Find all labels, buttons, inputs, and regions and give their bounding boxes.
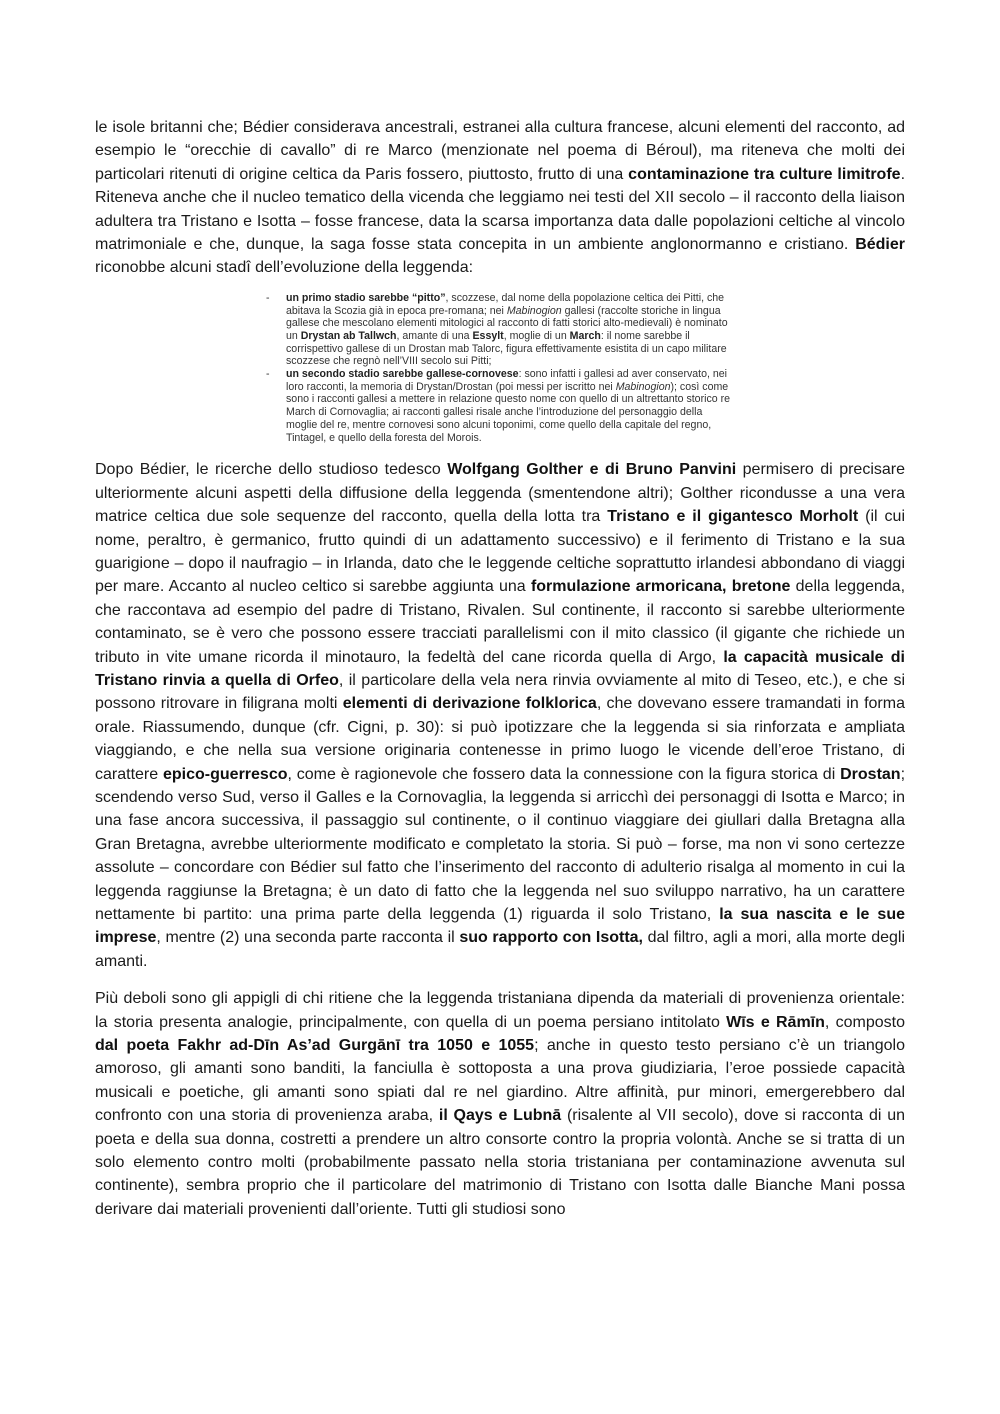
bold-text-run: Wīs e Rāmīn [726,1013,825,1031]
bold-text-run: formulazione armoricana, bretone [530,578,791,596]
list-dash: - [266,368,270,381]
text-run: ; anche in questo testo persiano c’è un triangolo amoroso, gli amanti sono banditi, la fanciulla è sottoposta a una prova giudiziaria, l’eroe possiede capacità musicali e poetiche, gli amanti sono spiati dal re nel giardino. Altre affinità, pur minori, emergerebbero dal confronto con una storia di provenienza araba, [95,1037,906,1125]
bold-text-run: un secondo stadio sarebbe gallese-cornovese [286,368,519,381]
bold-text-run: Drostan [840,765,901,783]
stage-item-text [286,292,728,368]
bold-text-run: Tristano e il gigantesco Morholt [607,508,859,526]
text-run: Più deboli sono gli appigli di chi ritiene che la leggenda tristaniana dipenda da materiali di provenienza orientale: la storia presenta analogie, principalmente, con quella di un poema persiano intitolato [95,990,905,1031]
text-run: . Riteneva anche che il nucleo tematico della vicenda che leggiamo nei testi del XII secolo – il racconto della liaison adultera tra Tristano e Isotta – fosse francese, data la scarsa importanza data dalle popolazioni celtiche al vincolo matrimoniale e che, dunque, la saga fosse stata concepita in un ambiente anglonormanno e cristiano. [95,165,906,254]
bold-text-run: la capacità musicale di Tristano rinvia a quella di Orfeo [95,648,905,689]
text-run: , come è ragionevole che fossero data la connessione con la figura storica di [287,765,841,783]
text-run: Dopo Bédier, le ricerche dello studioso tedesco [95,461,448,479]
bold-text-run: elementi di derivazione folklorica [342,695,597,713]
bold-text-run: dal poeta Fakhr ad-Dīn As’ad Gurgānī tra 1050 e 1055 [95,1037,535,1055]
text-run: , mentre (2) una seconda parte racconta il [156,929,460,947]
list-dash: - [266,291,270,304]
text-run: le isole britanni che; Bédier considerava ancestrali, estranei alla cultura francese, alcuni elementi del racconto, ad esempio le “orecchie di cavallo” di re Marco (menzionate nel poema di Béroul), ma riteneva che molti dei particolari ritenuti di origine celtica da Paris fossero, piuttosto, frutto di una [95,119,905,183]
italic-text-run: Mabinogion [615,380,671,393]
text-run: : sono infatti i gallesi ad aver conservato, nei loro racconti, la memoria di Drystan/Drostan (poi messi per iscritto nei [286,368,728,393]
bold-text-run: epico-guerresco [163,765,288,783]
bold-text-run: suo rapporto con Isotta, [459,929,643,947]
bold-text-run: March [569,329,601,342]
stage-item-pitto [265,292,735,368]
text-run: ); così come sono i racconti gallesi a mettere in relazione questo nome con quello di un altrettanto storico re March di Cornovaglia; ai racconti gallesi risale anche l’introduzione del personaggio della moglie del re, mentre cornovesi sono alcuni toponimi, come quello della capitale del regno, Tintagel, e quello della foresta del Morois. [286,380,731,444]
bold-text-run: il Qays e Lubnā [438,1107,562,1125]
bold-text-run: Essylt [472,329,504,342]
stage-item-gallese-cornovese [265,368,735,444]
bold-text-run: un primo stadio sarebbe “pitto” [286,291,446,304]
bold-text-run: la sua nascita e le sue imprese [95,906,906,947]
text-run: , amante di una [396,329,473,342]
stage-item-text [286,368,730,444]
text-run: riconobbe alcuni stadî dell’evoluzione della leggenda: [95,259,474,277]
text-run: , composto [824,1013,905,1031]
text-run: gallesi (raccolte storiche in lingua gallese che mescolano elementi mitologici al racconto di fatti storici alto-medievali) è nominato un [286,304,728,342]
text-run: : il nome sarebbe il corrispettivo gallese di un Drostan mab Talorc, figura effettivamente esistita di un capo militare scozzese che regnò nell’VIII secolo sui Pitti; [286,329,727,368]
quoted-excerpt-stages [265,292,735,444]
paragraph-oriental-origins [95,987,905,1221]
text-run: , moglie di un [503,329,570,342]
bold-text-run: Drystan ab Tallwch [300,329,397,342]
text-run: permisero di precisare ulteriormente alcuni aspetti della diffusione della leggenda (smentendone altri); Golther ricondusse a una vera matrice celtica due sole sequenze del racconto, quella della lotta tra [95,461,906,526]
italic-text-run: Mabinogion [506,304,562,317]
paragraph-golther-panvini [95,458,905,973]
text-run: (il cui nome, peraltro, è germanico, frutto quindi di un adattamento successivo) e il ferimento di Tristano e la sua guarigione – dopo il naufragio – in Irlanda, dato che le leggende celtiche soprattutto irlandesi abbondano di viaggi per mare. Accanto al nucleo celtico si sarebbe aggiunta una [95,508,906,596]
document-page [95,116,905,1221]
bold-text-run: Wolfgang Golther e di Bruno Panvini [447,461,737,479]
text-run: ; scendendo verso Sud, verso il Galles e la Cornovaglia, la leggenda si arricchì dei personaggi di Isotta e Marco; in una fase ancora successiva, il passaggio sul continente, o il continuo viaggiare dei giullari dalla Bretagna alla Gran Bretagna, avrebbe ulteriormente modificato e completato la storia. Si può – forse, ma non vi sono certezze assolute – concordare con Bédier sul fatto che l’inserimento del racconto di adulterio risalga al momento in cui la leggenda raggiunse la Bretagna; è un dato di fatto che la leggenda nel suo sviluppo narrativo, ha un carattere nettamente bi partito: una prima parte della leggenda (1) riguarda il solo Tristano, [95,765,906,923]
text-run: (risalente al VII secolo), dove si racconta di un poeta e della sua donna, costretti a prendere un altro consorte contro la propria volontà. Anche se si tratta di un solo elemento contro molti (probabilmente passato nella storia tristaniana per contaminazione avvenuta sul continente), sembra proprio che il particolare del matrimonio di Tristano con Isotta dalle Bianche Mani possa derivare dai materiali provenienti dall’oriente. Tutti gli studiosi sono [95,1107,906,1218]
text-run: dal filtro, agli a mori, alla morte degli amanti. [95,929,906,970]
text-run: della leggenda, che raccontava ad esempio del padre di Tristano, Rivalen. Sul continente, il racconto si sarebbe ulteriormente contaminato, se è vero che possono essere tracciati parallelismi con il mito classico (il gigante che richiede un tributo in vite umane ricorda il minotauro, la fedeltà del cane ricorda quella di Argo, [95,578,906,666]
text-run: , scozzese, dal nome della popolazione celtica dei Pitti, che abitava la Scozia già in epoca pre-romana; nei [286,291,725,317]
text-run: , il particolare della vela nera rinvia ovviamente al mito di Teseo, etc.), e che si possono ritrovare in filigrana molti [95,671,906,713]
bold-text-run: contaminazione tra culture limitrofe [628,165,901,183]
text-run: , che dovevano essere tramandati in forma orale. Riassumendo, dunque (cfr. Cigni, p. 30): si può ipotizzare che la leggenda si sia rinforzata e ampliata viaggiando, e che nella sua versione originaria contenesse in primo luogo le vicende dell’eroe Tristano, di carattere [95,695,905,783]
bold-text-run: Bédier [855,236,905,254]
paragraph-bedier [95,116,905,280]
